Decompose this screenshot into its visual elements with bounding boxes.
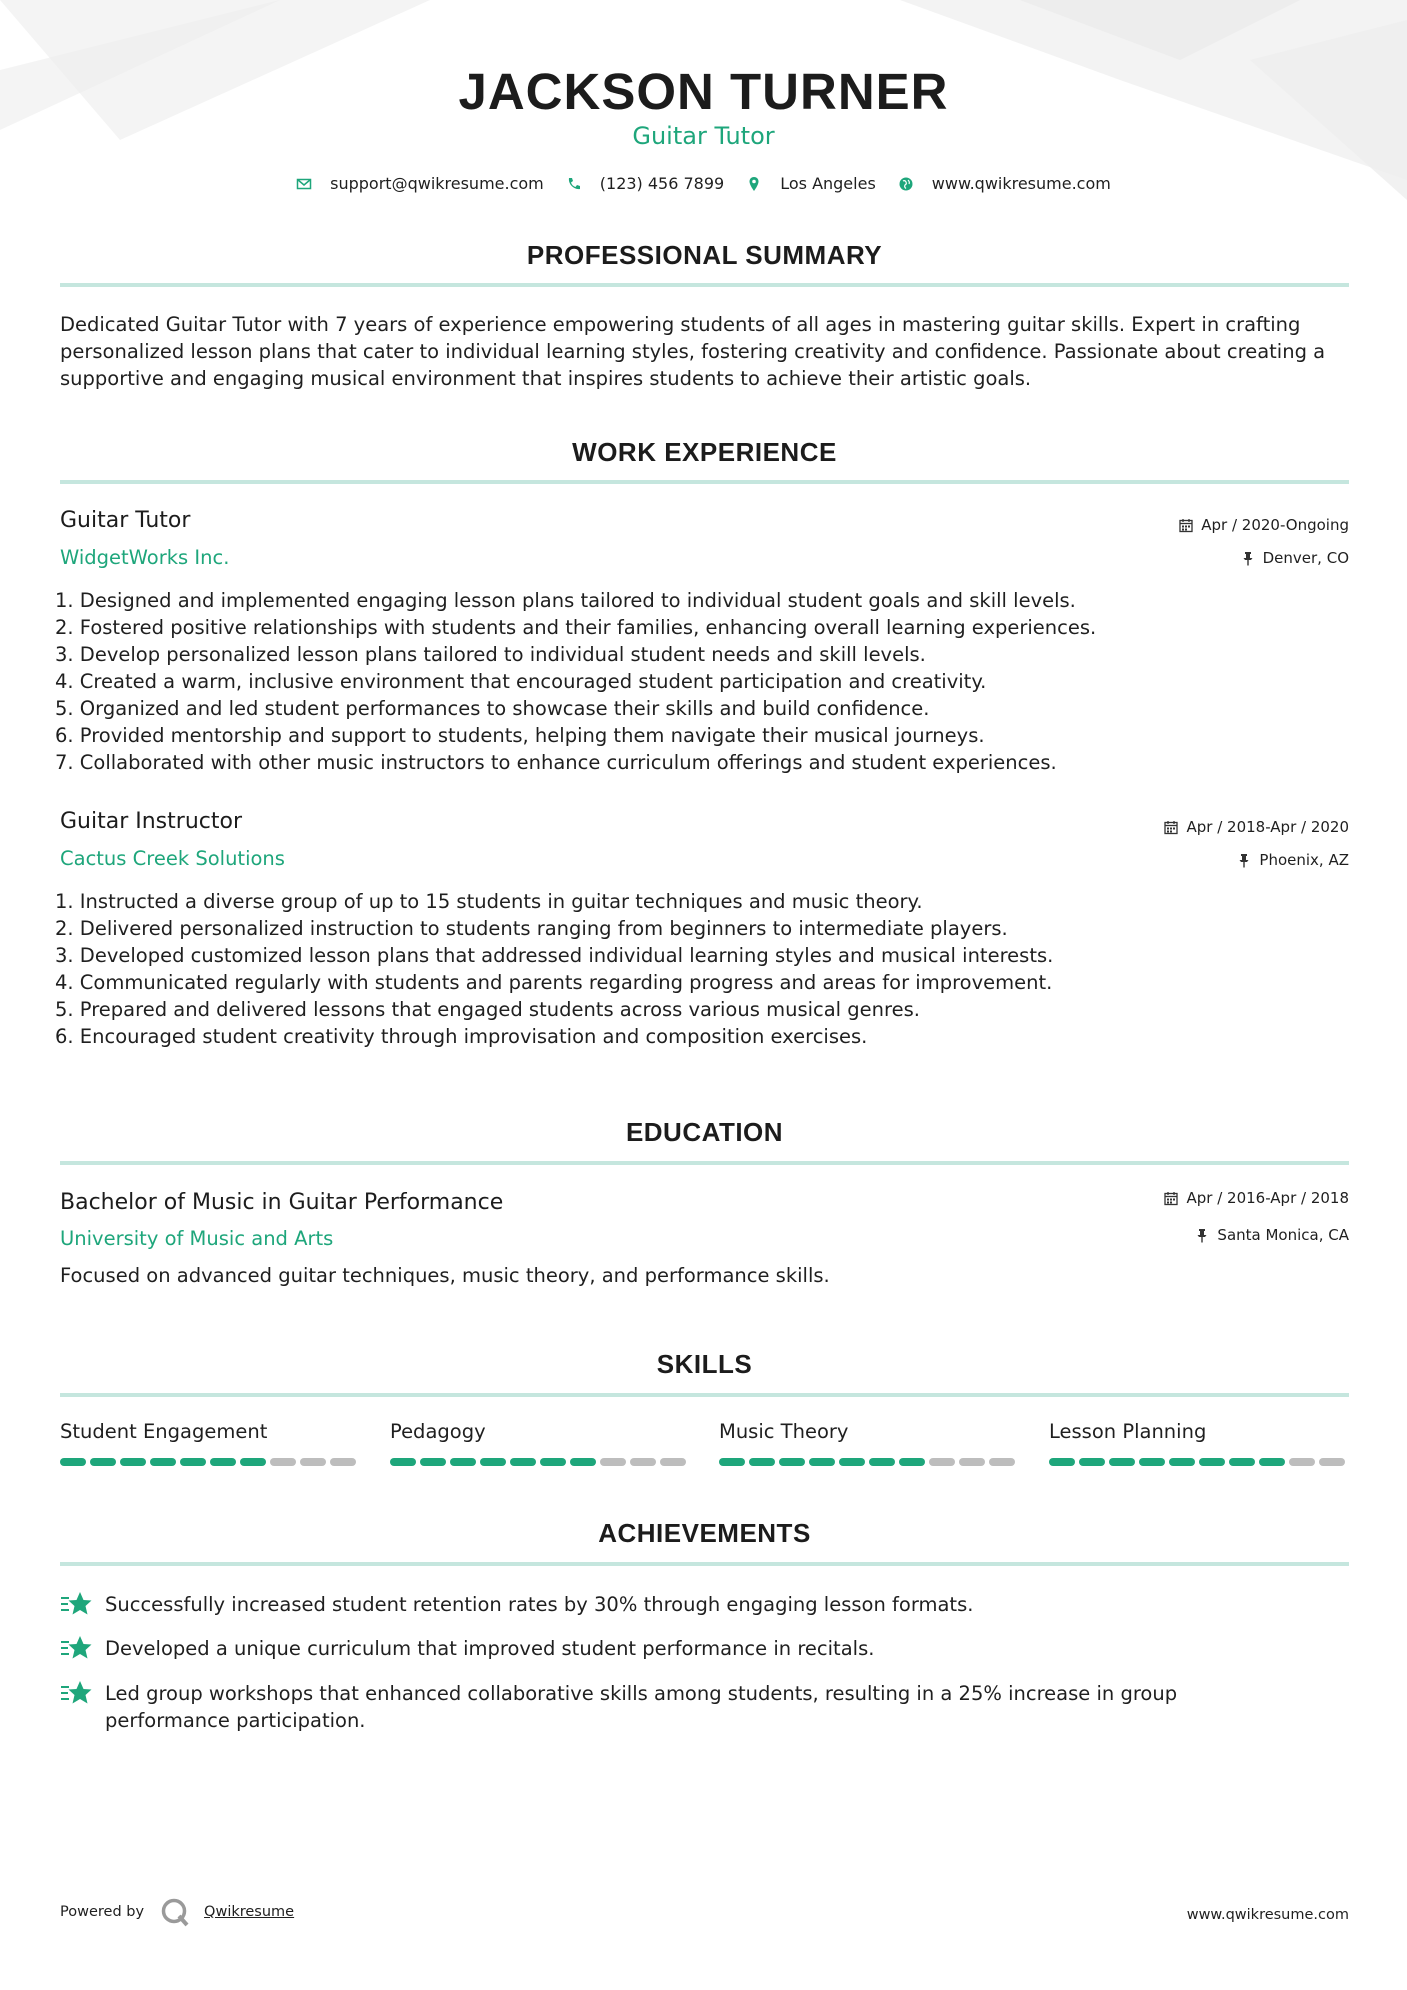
skill-dot-filled [390, 1458, 416, 1466]
education-description: Focused on advanced guitar techniques, music theory, and performance skills. [60, 1264, 830, 1287]
candidate-name: JACKSON TURNER [458, 63, 949, 120]
skill-level-bar [719, 1458, 1019, 1466]
job-location-text: Denver, CO [1262, 549, 1349, 567]
job-title: Guitar Instructor [60, 809, 242, 834]
qwikresume-logo-icon [160, 1897, 190, 1927]
job-company: WidgetWorks Inc. [60, 546, 230, 569]
list-item: 7. Collaborated with other music instructors to enhance curriculum offerings and student experiences. [55, 751, 1057, 774]
pushpin-icon [1241, 551, 1255, 566]
skill-dot-filled [420, 1458, 446, 1466]
skill-dot-filled [480, 1458, 506, 1466]
list-item: 1. Designed and implemented engaging lesson plans tailored to individual student goals and skill levels. [55, 589, 1076, 612]
skill-item [719, 1420, 1019, 1443]
calendar-icon [1164, 1191, 1178, 1206]
education-heading: EDUCATION [625, 1117, 784, 1147]
phone-text: (123) 456 7899 [599, 174, 725, 193]
skill-level-bar [1049, 1458, 1349, 1466]
skill-dot-filled [210, 1458, 236, 1466]
skill-item [1049, 1420, 1349, 1443]
skill-dot-filled [120, 1458, 146, 1466]
job-location [1241, 549, 1349, 567]
achievement-item [60, 1591, 1349, 1620]
skill-dot-filled [540, 1458, 566, 1466]
skill-dot-empty [959, 1458, 985, 1466]
contact-website[interactable] [898, 174, 1111, 193]
achievement-text: Developed a unique curriculum that improved student performance in recitals. [105, 1637, 875, 1660]
powered-by-label: Powered by [60, 1904, 145, 1920]
star-badge-icon [60, 1590, 92, 1620]
education-location [1195, 1226, 1349, 1244]
skill-item [60, 1420, 360, 1443]
skill-dot-empty [660, 1458, 686, 1466]
education-divider [60, 1161, 1349, 1165]
footer-website[interactable]: www.qwikresume.com [1186, 1907, 1349, 1923]
summary-text: Dedicated Guitar Tutor with 7 years of experience empowering students of all ages in mastering guitar skills. Expert in crafting personalized lesson plans that cater to individual learning styles, fostering creativity and confidence. Passionate about creating a supportive and engaging musical environment that inspires students to achieve their artistic goals. [60, 313, 1326, 390]
skill-dot-filled [869, 1458, 895, 1466]
list-item: 4. Created a warm, inclusive environment that encouraged student participation and creativity. [55, 670, 987, 693]
brand-link[interactable]: Qwikresume [204, 1904, 295, 1920]
pushpin-icon [1237, 853, 1251, 868]
website-text: www.qwikresume.com [931, 174, 1111, 193]
skills-divider [60, 1393, 1349, 1397]
skill-dot-filled [719, 1458, 745, 1466]
list-item: 6. Encouraged student creativity through improvisation and composition exercises. [55, 1025, 868, 1048]
skill-dot-empty [989, 1458, 1015, 1466]
skill-item [390, 1420, 690, 1443]
skill-dot-filled [1229, 1458, 1255, 1466]
email-text: support@qwikresume.com [330, 174, 544, 193]
contact-bar [0, 174, 1407, 193]
job-bullets [55, 888, 1345, 1050]
skill-dot-filled [450, 1458, 476, 1466]
job-dates-text: Apr / 2020-Ongoing [1201, 516, 1349, 534]
skill-dot-filled [90, 1458, 116, 1466]
list-item: 3. Develop personalized lesson plans tailored to individual student needs and skill levels. [55, 643, 926, 666]
experience-divider [60, 480, 1349, 484]
skill-dot-filled [60, 1458, 86, 1466]
star-badge-icon [60, 1634, 92, 1664]
star-badge-icon [60, 1679, 92, 1709]
skill-dot-empty [630, 1458, 656, 1466]
skills-heading: SKILLS [656, 1349, 753, 1379]
achievement-text: Successfully increased student retention rates by 30% through engaging lesson formats. [105, 1593, 974, 1616]
envelope-icon [296, 176, 312, 192]
skill-level-bar [60, 1458, 360, 1466]
summary-heading: PROFESSIONAL SUMMARY [526, 240, 883, 270]
calendar-icon [1179, 518, 1193, 533]
skill-dot-empty [1319, 1458, 1345, 1466]
skill-dot-filled [240, 1458, 266, 1466]
skill-dot-filled [1199, 1458, 1225, 1466]
degree-title: Bachelor of Music in Guitar Performance [60, 1190, 504, 1215]
achievement-item [60, 1635, 1349, 1664]
job-dates [1179, 516, 1349, 534]
globe-icon [898, 176, 914, 192]
list-item: 4. Communicated regularly with students and parents regarding progress and areas for improvement. [55, 971, 1053, 994]
skill-level-bar [390, 1458, 690, 1466]
skill-dot-filled [839, 1458, 865, 1466]
job-dates-text: Apr / 2018-Apr / 2020 [1186, 818, 1349, 836]
job-bullets [55, 587, 1345, 776]
list-item: 5. Prepared and delivered lessons that engaged students across various musical genres. [55, 998, 920, 1021]
skill-dot-filled [749, 1458, 775, 1466]
list-item: 2. Fostered positive relationships with students and their families, enhancing overall learning experiences. [55, 616, 1097, 639]
list-item: 5. Organized and led student performances to showcase their skills and build confidence. [55, 697, 930, 720]
job-company: Cactus Creek Solutions [60, 847, 285, 870]
skill-dot-empty [300, 1458, 326, 1466]
achievement-text: Led group workshops that enhanced collaborative skills among students, resulting in a 25% increase in group performance participation. [105, 1682, 1178, 1732]
skill-dot-filled [570, 1458, 596, 1466]
skill-dot-filled [510, 1458, 536, 1466]
skill-dot-empty [600, 1458, 626, 1466]
contact-location [746, 174, 876, 193]
job-dates [1164, 818, 1349, 836]
experience-heading: WORK EXPERIENCE [572, 437, 837, 467]
job-title: Guitar Tutor [60, 508, 191, 533]
skill-name: Pedagogy [390, 1420, 486, 1443]
school-name: University of Music and Arts [60, 1227, 334, 1250]
skill-dot-filled [150, 1458, 176, 1466]
skill-dot-filled [1169, 1458, 1195, 1466]
skill-dot-filled [1049, 1458, 1075, 1466]
skill-dot-filled [1109, 1458, 1135, 1466]
list-item: 3. Developed customized lesson plans that addressed individual learning styles and musical interests. [55, 944, 1054, 967]
skill-dot-empty [330, 1458, 356, 1466]
list-item: 2. Delivered personalized instruction to students ranging from beginners to intermediate players. [55, 917, 1008, 940]
location-text: Los Angeles [780, 174, 876, 193]
skill-dot-filled [779, 1458, 805, 1466]
skill-dot-filled [1079, 1458, 1105, 1466]
job-location [1237, 851, 1349, 869]
map-pin-icon [746, 176, 762, 192]
skill-dot-filled [899, 1458, 925, 1466]
skill-dot-filled [1259, 1458, 1285, 1466]
summary-divider [60, 283, 1349, 287]
skill-dot-filled [1139, 1458, 1165, 1466]
list-item: 1. Instructed a diverse group of up to 15 students in guitar techniques and music theory. [55, 890, 923, 913]
education-location-text: Santa Monica, CA [1217, 1226, 1349, 1244]
education-dates [1164, 1189, 1349, 1207]
phone-icon [566, 176, 582, 192]
contact-phone[interactable] [566, 174, 724, 193]
skill-dot-filled [180, 1458, 206, 1466]
skill-dot-empty [929, 1458, 955, 1466]
skill-dot-filled [809, 1458, 835, 1466]
skill-dot-empty [1289, 1458, 1315, 1466]
skill-name: Lesson Planning [1049, 1420, 1207, 1443]
footer-powered-by [60, 1897, 294, 1927]
candidate-role: Guitar Tutor [632, 122, 775, 150]
achievements-heading: ACHIEVEMENTS [598, 1518, 811, 1548]
list-item: 6. Provided mentorship and support to students, helping them navigate their musical journeys. [55, 724, 985, 747]
achievements-divider [60, 1562, 1349, 1566]
skill-name: Student Engagement [60, 1420, 268, 1443]
contact-email[interactable] [296, 174, 544, 193]
education-dates-text: Apr / 2016-Apr / 2018 [1186, 1189, 1349, 1207]
pushpin-icon [1195, 1228, 1209, 1243]
skill-name: Music Theory [719, 1420, 849, 1443]
job-location-text: Phoenix, AZ [1259, 851, 1349, 869]
skill-dot-empty [270, 1458, 296, 1466]
achievement-item [60, 1680, 1349, 1734]
calendar-icon [1164, 820, 1178, 835]
